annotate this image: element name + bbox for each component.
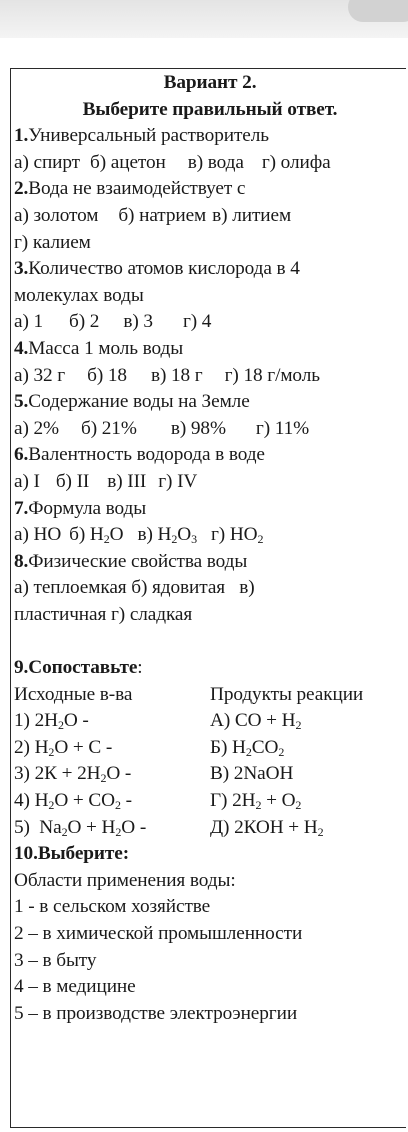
question-8-options-2: пластичная г) сладкая (14, 603, 193, 625)
list-item: 1 - в сельском хозяйстве (14, 896, 211, 918)
question-9: 9.Сопоставьте: (14, 657, 143, 679)
question-2-option-d: г) калием (14, 231, 91, 253)
question-1-options: а) спирт б) ацетон в) вода г) олифа (14, 151, 331, 173)
question-9-headers: Исходные в-ва Продукты реакции (14, 683, 364, 705)
top-bar-button[interactable] (348, 0, 408, 22)
question-5-options: а) 2% б) 21% в) 98% г) 11% (14, 417, 310, 439)
question-8: 8.Физические свойства воды (14, 550, 248, 572)
question-5: 5.Содержание воды на Земле (14, 391, 250, 413)
match-row: 4) $Н_2О + СО_2$ - Г) $2Н_2 + О_2$ (14, 790, 302, 813)
match-row: 1) $2Н_2О$ - А) СО + $Н_2$ (14, 710, 302, 733)
question-7-options: а) НО б) $Н_2О$ в) $Н_2О_3$ г) $НО_2$ (14, 524, 264, 547)
match-row: 3) $2К + 2Н_2О$ - В) 2NaOH (14, 763, 294, 786)
question-1: 1.Универсальный растворитель (14, 125, 269, 147)
question-6: 6.Валентность водорода в воде (14, 444, 265, 466)
question-2: 2.Вода не взаимодействует с (14, 178, 246, 200)
question-10: 10.Выберите: (14, 843, 130, 865)
worksheet-content (14, 70, 406, 1027)
question-8-options-1: а) теплоемкая б) ядовитая в) (14, 577, 255, 599)
question-10-subtitle: Области применения воды: (14, 869, 236, 891)
question-4-options: а) 32 г б) 18 в) 18 г г) 18 г/моль (14, 364, 320, 386)
list-item: 2 – в химической промышленности (14, 923, 303, 944)
question-3-options: а) 1 б) 2 в) 3 г) 4 (14, 311, 212, 333)
question-3: 3.Количество атомов кислорода в 4 (14, 258, 300, 280)
question-7: 7.Формула воды (14, 497, 147, 519)
match-row: 2) $Н_2О + С$ - Б) $Н_2СО_2$ (14, 736, 285, 759)
match-row: 5) $Na_2O + H_2O$ - Д) $2КОН + Н_2$ (14, 816, 324, 839)
question-6-options: а) I б) II в) III г) IV (14, 470, 198, 492)
question-2-options: а) золотом б) натрием в) литием (14, 204, 292, 226)
question-3-cont: молекулах воды (14, 284, 144, 306)
variant-title: Вариант 2. (163, 72, 257, 93)
top-bar (0, 0, 408, 39)
list-item: 3 – в быту (14, 949, 97, 971)
instruction-title: Выберите правильный ответ. (82, 98, 338, 120)
question-4: 4.Масса 1 моль воды (14, 337, 184, 359)
list-item: 4 – в медицине (14, 976, 136, 998)
list-item: 5 – в производстве электроэнергии (14, 1002, 298, 1024)
